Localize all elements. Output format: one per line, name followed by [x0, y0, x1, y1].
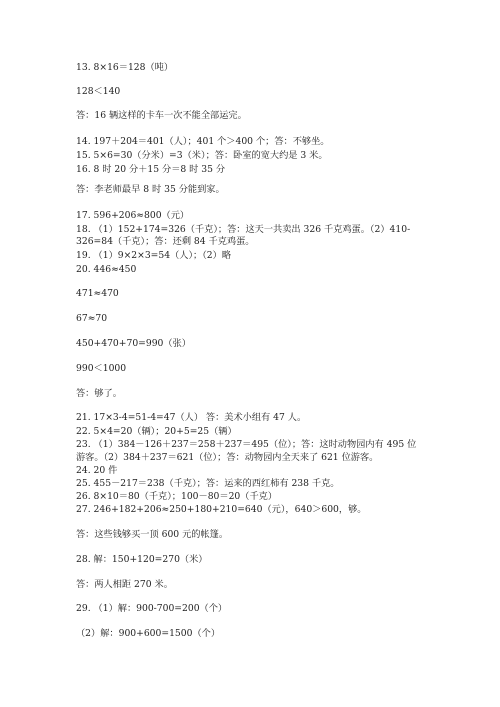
answer-line-20-b: 471≈470: [76, 288, 119, 299]
answer-line-27-conclusion: 答：这些钱够买一顶 600 元的帐篷。: [76, 529, 229, 540]
answer-line-29: 29. （1）解：900-700=200（个）: [76, 603, 228, 614]
answer-line-20: 20. 446≈450: [76, 264, 137, 275]
answer-line-17: 17. 596+206≈800（元）: [76, 210, 190, 221]
answer-line-16: 16. 8 时 20 分＋15 分＝8 时 35 分: [76, 164, 226, 175]
answer-line-28-conclusion: 答：两人相距 270 米。: [76, 579, 173, 590]
answer-line-20-c: 67≈70: [76, 313, 108, 324]
answer-line-20-sum: 450+470+70=990（张）: [76, 338, 191, 349]
answer-line-16-conclusion: 答：李老师最早 8 时 35 分能到家。: [76, 184, 225, 195]
answer-line-18-cont: 326=84（千克）；答：还剩 84 千克鸡蛋。: [76, 236, 255, 247]
answer-line-20-conclusion: 答：够了。: [76, 388, 122, 399]
answer-line-13-compare: 128＜140: [76, 86, 121, 97]
answer-line-27: 27. 246+182+206≈250+180+210=640（元），640＞600，够。: [76, 504, 367, 515]
answer-line-23: 23. （1）384－126＋237＝258＋237＝495（位）；答：这时动物园内有 495 位: [76, 439, 417, 450]
answer-line-26: 26. 8×10＝80（千克）；100－80＝20（千克）: [76, 491, 278, 502]
answer-line-21: 21. 17×3-4=51-4=47（人） 答：美术小组有 47 人。: [76, 412, 307, 423]
answer-line-29-part2: （2）解：900+600=1500（个）: [76, 628, 221, 639]
answer-line-23-cont: 游客。（2）384＋237＝621（位）；答：动物园内全天来了 621 位游客。: [76, 452, 379, 463]
answer-line-28: 28. 解：150+120=270（米）: [76, 554, 208, 565]
answer-line-22: 22. 5×4=20（辆）；20+5=25（辆）: [76, 426, 237, 437]
answer-line-15: 15. 5×6=30（分米）=3（米）；答：卧室的宽大约是 3 米。: [76, 150, 328, 161]
answer-line-20-compare: 990＜1000: [76, 363, 127, 374]
answer-line-24: 24. 20 件: [76, 465, 118, 476]
answer-line-13-conclusion: 答：16 辆这样的卡车一次不能全部运完。: [76, 110, 247, 121]
answer-line-19: 19. （1）9×2×3=54（人）；（2）略: [76, 250, 232, 261]
answer-line-18: 18. （1）152+174=326（千克）；答：这天一共卖出 326 千克鸡蛋。（2）410-: [76, 224, 411, 235]
answer-line-13: 13. 8×16＝128（吨）: [76, 62, 174, 73]
answer-line-14: 14. 197＋204＝401（人）；401 个＞400 个；答：不够坐。: [76, 136, 330, 147]
answer-line-25: 25. 455－217＝238（千克）；答：运来的西红柿有 238 千克。: [76, 478, 340, 489]
